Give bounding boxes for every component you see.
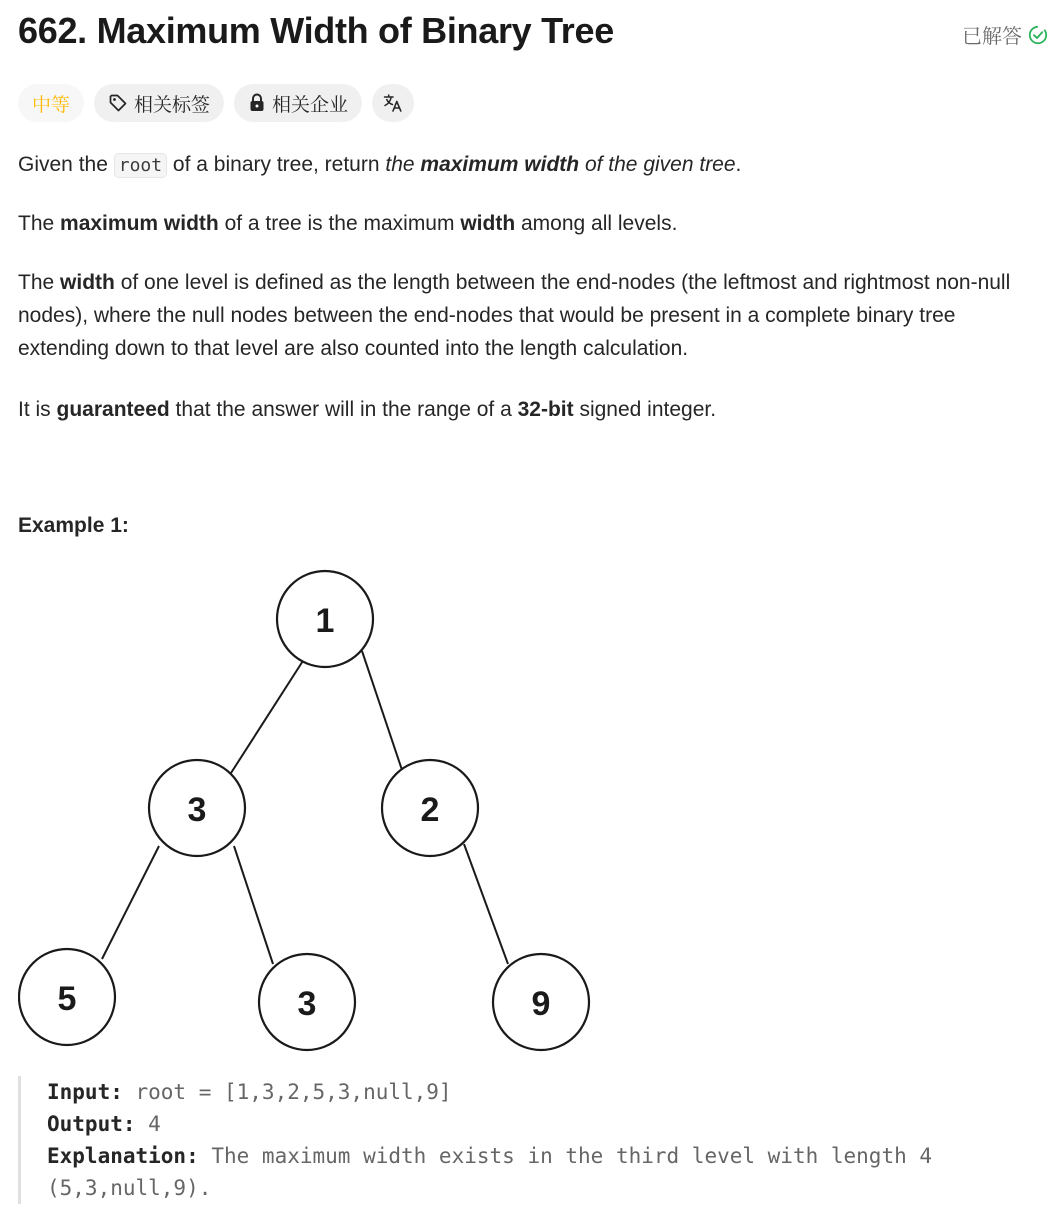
example-input-line — [47, 1076, 1028, 1108]
description-paragraph-4 — [18, 393, 716, 426]
tree-edge — [362, 651, 402, 770]
description-paragraph-3 — [18, 266, 1048, 365]
example-title: Example 1: — [18, 514, 129, 537]
tree-edge — [102, 846, 159, 959]
output-label: Output: — [47, 1112, 136, 1136]
translate-button[interactable] — [372, 84, 414, 122]
description-paragraph-1 — [18, 148, 741, 182]
companies-tag-label: 相关企业 — [272, 94, 349, 116]
problem-page — [18, 0, 1042, 1200]
tree-node-value: 3 — [187, 791, 207, 829]
text: the — [385, 153, 421, 176]
explanation-label: Explanation: — [47, 1144, 199, 1168]
text: of one level is defined as the length between the end-nodes (the leftmost and rightmost non-null nodes), where the null nodes between the end-nodes that would be present in a complete binary tree extending down to that level are also counted into the length calculation. — [18, 271, 1011, 360]
tree-node-value: 5 — [57, 980, 77, 1018]
description-paragraph-2 — [18, 207, 677, 240]
bold-text: maximum width — [60, 212, 219, 235]
example-output-line — [47, 1108, 1028, 1140]
tree-edge — [231, 653, 308, 773]
text: It is — [18, 398, 57, 421]
topics-tag-button[interactable] — [94, 84, 224, 122]
example-explanation-line — [47, 1140, 1028, 1204]
companies-tag-button[interactable] — [234, 84, 362, 122]
example-io-block — [18, 1076, 1028, 1204]
text: of a binary tree, return — [167, 153, 386, 176]
tag-bar — [18, 84, 414, 122]
input-value: root = [1,3,2,5,3,null,9] — [122, 1080, 452, 1104]
tree-node-value: 9 — [531, 985, 551, 1023]
problem-title: 662. Maximum Width of Binary Tree — [18, 10, 614, 51]
explanation-value: The maximum width exists in the third level with length 4 (5,3,null,9). — [47, 1144, 945, 1200]
text: The — [18, 271, 61, 294]
tree-node-value: 1 — [315, 602, 335, 640]
difficulty-badge[interactable] — [18, 84, 84, 122]
text: . — [735, 153, 742, 176]
text: among all levels. — [515, 212, 678, 235]
tree-node-value: 3 — [297, 985, 317, 1023]
lock-icon — [248, 93, 266, 113]
text: signed integer. — [573, 398, 717, 421]
bold-text: width — [460, 212, 516, 235]
emphasis — [385, 153, 735, 176]
inline-code-root: root — [114, 153, 167, 178]
tag-icon — [108, 93, 128, 113]
output-value: 4 — [135, 1112, 161, 1136]
tree-edge — [464, 844, 508, 964]
tree-node-value: 2 — [420, 791, 440, 829]
solved-status — [962, 20, 1048, 49]
input-label: Input: — [47, 1080, 123, 1104]
text: of a tree is the maximum — [218, 212, 461, 235]
text: The — [18, 212, 61, 235]
bold-text: guaranteed — [56, 398, 170, 421]
binary-tree-diagram — [18, 566, 618, 1058]
bold-text: width — [60, 271, 115, 294]
check-circle-icon — [1028, 25, 1048, 45]
tree-edge — [234, 846, 273, 964]
bold-text: maximum width — [420, 153, 580, 176]
translate-icon — [383, 93, 403, 113]
problem-header — [18, 0, 1042, 64]
topics-tag-label: 相关标签 — [134, 94, 211, 116]
solved-label: 已解答 — [962, 26, 1022, 48]
text: Given the — [18, 153, 114, 176]
difficulty-label: 中等 — [32, 94, 71, 116]
text: of the given tree — [579, 153, 736, 176]
bold-text: 32-bit — [517, 398, 574, 421]
text: that the answer will in the range of a — [169, 398, 518, 421]
